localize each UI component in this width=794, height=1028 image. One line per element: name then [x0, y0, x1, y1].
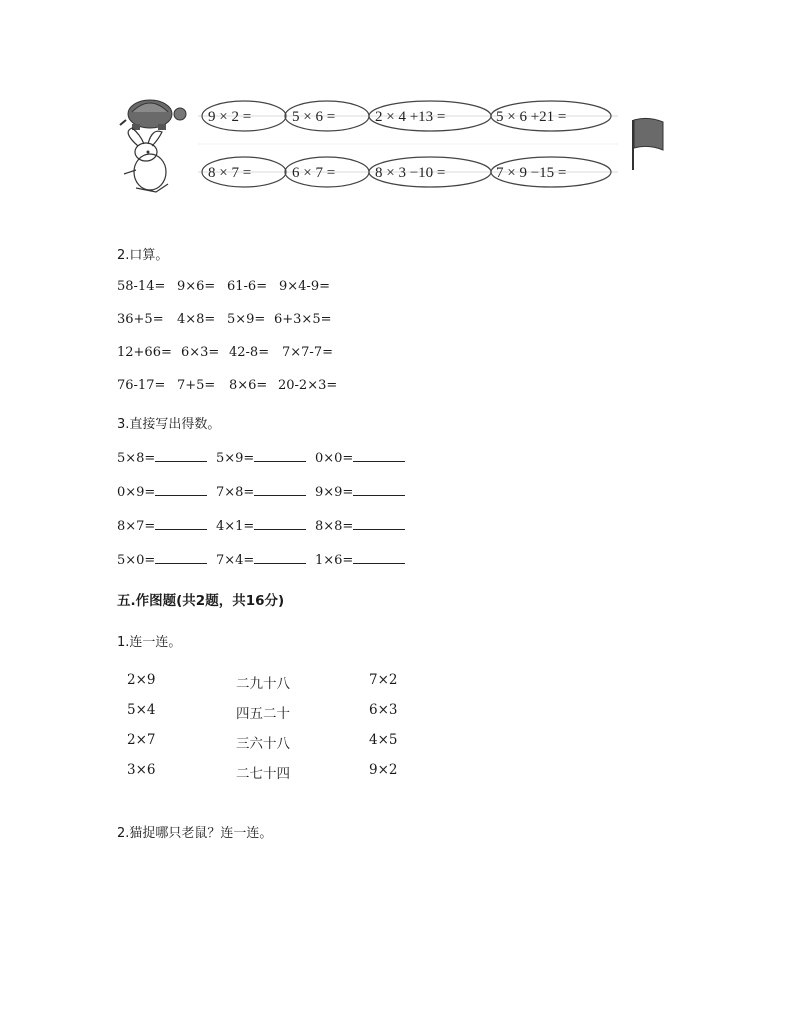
match-left[interactable]: 5×4 — [127, 702, 156, 718]
q2-item: 5×9= — [227, 312, 266, 327]
race-expr: 2 × 4 +13 = — [375, 109, 446, 125]
match-right[interactable]: 6×3 — [369, 702, 398, 718]
q3-expr: 5×9= — [216, 451, 255, 466]
answer-blank[interactable] — [353, 551, 405, 564]
q2-item: 9×6= — [177, 279, 216, 294]
match-right[interactable]: 4×5 — [369, 732, 398, 748]
q3-expr: 1×6= — [315, 553, 354, 568]
q2-item: 42-8= — [229, 345, 270, 360]
q3-expr: 9×9= — [315, 485, 354, 500]
match-right[interactable]: 9×2 — [369, 762, 398, 778]
q3-item — [216, 449, 306, 466]
q2-item: 9×4-9= — [279, 279, 330, 294]
rabbit-icon — [124, 128, 168, 192]
q3-item — [216, 517, 306, 534]
q3-title: 3.直接写出得数。 — [117, 417, 221, 432]
match-left[interactable]: 3×6 — [127, 762, 156, 778]
turtle-icon — [120, 100, 186, 130]
match-middle[interactable]: 二九十八 — [236, 676, 290, 692]
q3-expr: 0×9= — [117, 485, 156, 500]
q3-expr: 4×1= — [216, 519, 255, 534]
q3-item — [216, 483, 306, 500]
answer-blank[interactable] — [155, 483, 207, 496]
q3-item — [315, 517, 405, 534]
q3-item — [117, 483, 207, 500]
race-illustration — [118, 92, 678, 212]
q3-expr: 0×0= — [315, 451, 354, 466]
answer-blank[interactable] — [254, 551, 306, 564]
q3-item — [117, 551, 207, 568]
q2-item: 6×3= — [181, 345, 220, 360]
answer-blank[interactable] — [353, 483, 405, 496]
q3-item — [117, 517, 207, 534]
answer-blank[interactable] — [254, 483, 306, 496]
race-expr: 9 × 2 = — [208, 109, 252, 125]
q3-item — [117, 449, 207, 466]
q3-expr: 5×8= — [117, 451, 156, 466]
q3-item — [315, 449, 405, 466]
q5-2-title: 2.猫捉哪只老鼠？连一连。 — [117, 826, 273, 841]
race-expr: 7 × 9 −15 = — [496, 165, 567, 181]
answer-blank[interactable] — [155, 449, 207, 462]
q2-title: 2.口算。 — [117, 248, 169, 263]
q2-item: 76-17= — [117, 378, 166, 393]
q3-expr: 7×4= — [216, 553, 255, 568]
race-expr: 8 × 7 = — [208, 165, 252, 181]
race-expr: 5 × 6 = — [292, 109, 336, 125]
answer-blank[interactable] — [254, 449, 306, 462]
answer-blank[interactable] — [155, 551, 207, 564]
flag-icon — [633, 118, 663, 170]
race-expr: 8 × 3 −10 = — [375, 165, 446, 181]
race-expr: 6 × 7 = — [292, 165, 336, 181]
q3-expr: 5×0= — [117, 553, 156, 568]
q3-expr: 8×7= — [117, 519, 156, 534]
match-middle[interactable]: 二七十四 — [236, 766, 290, 782]
match-middle[interactable]: 三六十八 — [236, 736, 290, 752]
q2-item: 7×7-7= — [282, 345, 333, 360]
q3-expr: 7×8= — [216, 485, 255, 500]
q2-item: 61-6= — [227, 279, 268, 294]
q2-item: 12+66= — [117, 345, 172, 360]
q2-item: 36+5= — [117, 312, 164, 327]
match-left[interactable]: 2×7 — [127, 732, 156, 748]
match-left[interactable]: 2×9 — [127, 672, 156, 688]
q2-item: 20-2×3= — [278, 378, 338, 393]
q3-item — [315, 483, 405, 500]
match-right[interactable]: 7×2 — [369, 672, 398, 688]
q2-item: 6+3×5= — [274, 312, 332, 327]
answer-blank[interactable] — [155, 517, 207, 530]
section-5-title: 五.作图题(共2题，共16分) — [117, 593, 285, 609]
match-middle[interactable]: 四五二十 — [236, 706, 290, 722]
answer-blank[interactable] — [254, 517, 306, 530]
q5-1-title: 1.连一连。 — [117, 635, 182, 650]
q2-item: 7+5= — [177, 378, 216, 393]
q3-item — [216, 551, 306, 568]
q3-expr: 8×8= — [315, 519, 354, 534]
q3-item — [315, 551, 405, 568]
q2-item: 58-14= — [117, 279, 166, 294]
answer-blank[interactable] — [353, 517, 405, 530]
answer-blank[interactable] — [353, 449, 405, 462]
race-expr: 5 × 6 +21 = — [496, 109, 567, 125]
q2-item: 8×6= — [229, 378, 268, 393]
q2-item: 4×8= — [177, 312, 216, 327]
